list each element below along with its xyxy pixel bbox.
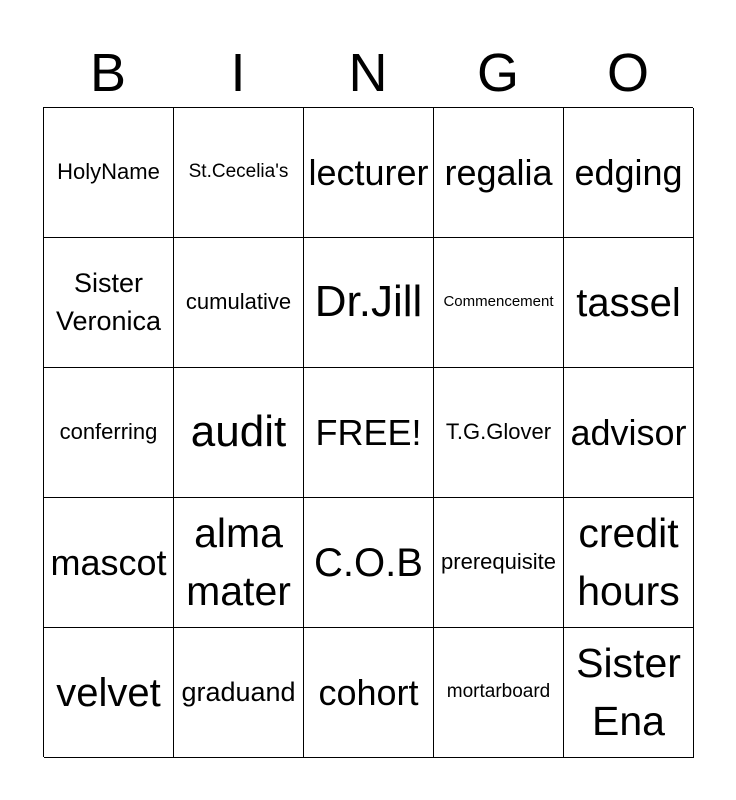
bingo-cell[interactable]: conferring <box>44 368 174 498</box>
bingo-cell[interactable]: T.G.Glover <box>434 368 564 498</box>
bingo-cell[interactable]: tassel <box>564 238 694 368</box>
bingo-cell[interactable]: lecturer <box>304 108 434 238</box>
bingo-cell[interactable]: prerequisite <box>434 498 564 628</box>
bingo-board <box>43 107 693 757</box>
bingo-cell[interactable]: graduand <box>174 628 304 758</box>
header-letter-n: N <box>348 43 388 103</box>
header-letter-o: O <box>606 43 649 103</box>
bingo-cell[interactable]: mascot <box>44 498 174 628</box>
bingo-cell[interactable]: Commencement <box>434 238 564 368</box>
bingo-cell[interactable]: Sister Veronica <box>44 238 174 368</box>
bingo-cell[interactable]: velvet <box>44 628 174 758</box>
bingo-cell[interactable]: St.Cecelia's <box>174 108 304 238</box>
bingo-cell[interactable]: regalia <box>434 108 564 238</box>
bingo-cell[interactable]: Dr.Jill <box>304 238 434 368</box>
bingo-cell[interactable]: mortarboard <box>434 628 564 758</box>
bingo-header <box>43 38 693 108</box>
free-space-cell[interactable]: FREE! <box>304 368 434 498</box>
bingo-cell[interactable]: HolyName <box>44 108 174 238</box>
bingo-cell[interactable]: audit <box>174 368 304 498</box>
bingo-cell[interactable]: credit hours <box>564 498 694 628</box>
bingo-cell[interactable]: C.O.B <box>304 498 434 628</box>
bingo-cell[interactable]: cohort <box>304 628 434 758</box>
header-letter-i: I <box>230 43 246 103</box>
bingo-cell[interactable]: Sister Ena <box>564 628 694 758</box>
header-letter-b: B <box>89 43 127 103</box>
bingo-cell[interactable]: advisor <box>564 368 694 498</box>
bingo-cell[interactable]: cumulative <box>174 238 304 368</box>
header-letter-g: G <box>476 43 519 103</box>
bingo-cell[interactable]: alma mater <box>174 498 304 628</box>
bingo-cell[interactable]: edging <box>564 108 694 238</box>
